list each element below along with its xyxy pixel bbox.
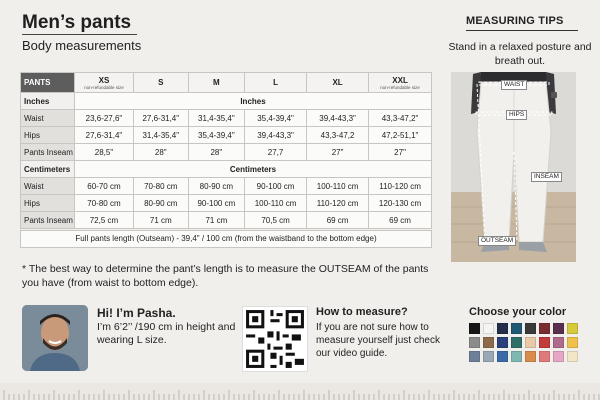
title-underline <box>22 34 137 35</box>
table-cell: 80-90 cm <box>188 178 244 195</box>
color-swatch[interactable] <box>567 351 578 362</box>
color-swatch[interactable] <box>469 337 480 348</box>
table-cell: 39,4-43,3" <box>307 110 369 127</box>
size-label: L <box>273 78 279 87</box>
color-swatch[interactable] <box>511 337 522 348</box>
outseam-tip-text: * The best way to determine the pant’s length is to measure the OUTSEAM of the pants you have (from waist to bottom edge). <box>22 263 429 289</box>
color-swatch[interactable] <box>497 323 508 334</box>
table-cell: 27,7 <box>245 144 307 161</box>
table-cell: 35,4-39,4" <box>245 110 307 127</box>
video-guide-qr-code[interactable] <box>242 306 308 372</box>
table-row <box>21 110 432 127</box>
size-header <box>133 73 188 93</box>
row-label: Waist <box>21 110 75 127</box>
color-swatch[interactable] <box>525 351 536 362</box>
table-cell: 28,5" <box>75 144 134 161</box>
size-header <box>307 73 369 93</box>
model-avatar <box>22 305 88 371</box>
table-cell: 31,4-35,4" <box>188 110 244 127</box>
choose-color-title: Choose your color <box>469 306 567 318</box>
color-swatch[interactable] <box>553 337 564 348</box>
table-row <box>21 195 432 212</box>
table-cell: 100-110 cm <box>307 178 369 195</box>
color-swatch[interactable] <box>497 351 508 362</box>
table-cell: 27,6-31,4" <box>133 110 188 127</box>
measuring-tips-title: MEASURING TIPS <box>466 15 564 27</box>
color-swatch[interactable] <box>553 323 564 334</box>
measuring-tips-underline <box>466 30 578 31</box>
table-cell: 69 cm <box>307 212 369 229</box>
model-size-text: I’m 6’2’’ /190 cm in height and wearing L size. <box>97 321 236 346</box>
table-cell: 71 cm <box>188 212 244 229</box>
color-swatch-grid <box>469 323 575 362</box>
size-label: XL <box>332 78 343 87</box>
table-cell: 80-90 cm <box>133 195 188 212</box>
size-header-row <box>21 73 432 93</box>
how-to-measure-title: How to measure? <box>316 306 408 318</box>
ruler-decoration <box>0 383 600 400</box>
page-subtitle: Body measurements <box>22 38 142 53</box>
size-header <box>245 73 307 93</box>
table-cell: 100-110 cm <box>245 195 307 212</box>
color-swatch[interactable] <box>497 337 508 348</box>
table-cell: 120-130 cm <box>369 195 432 212</box>
section-label: Inches <box>21 93 75 110</box>
table-cell: 110-120 cm <box>307 195 369 212</box>
color-swatch[interactable] <box>483 351 494 362</box>
model-measurement-photo <box>451 72 576 262</box>
table-cell: 69 cm <box>369 212 432 229</box>
table-cell: 60-70 cm <box>75 178 134 195</box>
model-portrait-illustration <box>22 305 88 371</box>
size-note: non-refundable size <box>84 84 124 90</box>
table-row <box>21 127 432 144</box>
color-swatch[interactable] <box>525 337 536 348</box>
table-cell: 23,6-27,6" <box>75 110 134 127</box>
color-swatch[interactable] <box>539 323 550 334</box>
table-cell: 27" <box>369 144 432 161</box>
hips-label: HIPS <box>506 110 527 120</box>
table-cell: 70,5 cm <box>245 212 307 229</box>
color-swatch[interactable] <box>567 337 578 348</box>
table-cell: 35,4-39,4" <box>188 127 244 144</box>
color-swatch[interactable] <box>553 351 564 362</box>
section-title: Inches <box>75 93 432 110</box>
table-cell: 27,6-31,4" <box>75 127 134 144</box>
size-header <box>188 73 244 93</box>
row-label: Hips <box>21 195 75 212</box>
table-cell: 39,4-43,3" <box>245 127 307 144</box>
table-cell: 43,3-47,2" <box>369 110 432 127</box>
row-label: Pants Inseam <box>21 212 75 229</box>
color-swatch[interactable] <box>483 323 494 334</box>
size-label: S <box>158 78 164 87</box>
qr-code-icon <box>243 307 307 371</box>
table-cell: 70-80 cm <box>75 195 134 212</box>
how-to-measure-text: If you are not sure how to measure yourself just check our video guide. <box>316 322 440 359</box>
table-cell: 27" <box>307 144 369 161</box>
table-cell: 72,5 cm <box>75 212 134 229</box>
section-row-centimeters <box>21 161 432 178</box>
section-row-inches <box>21 93 432 110</box>
size-table-corner: PANTS <box>21 73 75 93</box>
size-label: M <box>213 78 220 87</box>
size-note: non-refundable size <box>380 84 420 90</box>
table-row <box>21 144 432 161</box>
size-label: XXL <box>392 75 408 85</box>
row-label: Hips <box>21 127 75 144</box>
table-cell: 31,4-35,4" <box>133 127 188 144</box>
color-swatch[interactable] <box>525 323 536 334</box>
color-swatch[interactable] <box>511 323 522 334</box>
section-label: Centimeters <box>21 161 75 178</box>
size-label: XS <box>98 75 110 85</box>
model-figure-illustration <box>451 72 576 262</box>
table-cell: 71 cm <box>133 212 188 229</box>
page-title: Men’s pants <box>22 12 132 33</box>
section-title: Centimeters <box>75 161 432 178</box>
table-cell: 110-120 cm <box>369 178 432 195</box>
table-cell: 90-100 cm <box>245 178 307 195</box>
color-swatch[interactable] <box>483 337 494 348</box>
table-cell: 90-100 cm <box>188 195 244 212</box>
row-label: Pants Inseam <box>21 144 75 161</box>
table-cell: 28" <box>133 144 188 161</box>
inseam-label: INSEAM <box>531 172 562 182</box>
outseam-label: OUTSEAM <box>478 236 516 246</box>
color-swatch[interactable] <box>567 323 578 334</box>
size-table <box>20 72 432 229</box>
size-header <box>369 73 432 93</box>
table-cell: 28" <box>188 144 244 161</box>
color-swatch[interactable] <box>539 351 550 362</box>
table-row <box>21 212 432 229</box>
color-swatch[interactable] <box>469 323 480 334</box>
outseam-note-row: Full pants length (Outseam) - 39,4" / 100 cm (from the waistband to the bottom edge) <box>20 230 432 248</box>
table-row <box>21 178 432 195</box>
table-cell: 70-80 cm <box>133 178 188 195</box>
size-header <box>75 73 134 93</box>
row-label: Waist <box>21 178 75 195</box>
color-swatch[interactable] <box>539 337 550 348</box>
measuring-tips-text: Stand in a relaxed posture and breath out. <box>448 41 592 67</box>
waist-label: WAIST <box>501 80 527 90</box>
table-cell: 47,2-51,1" <box>369 127 432 144</box>
table-cell: 43,3-47,2 <box>307 127 369 144</box>
model-greeting-title: Hi! I’m Pasha. <box>97 306 176 320</box>
color-swatch[interactable] <box>511 351 522 362</box>
color-swatch[interactable] <box>469 351 480 362</box>
